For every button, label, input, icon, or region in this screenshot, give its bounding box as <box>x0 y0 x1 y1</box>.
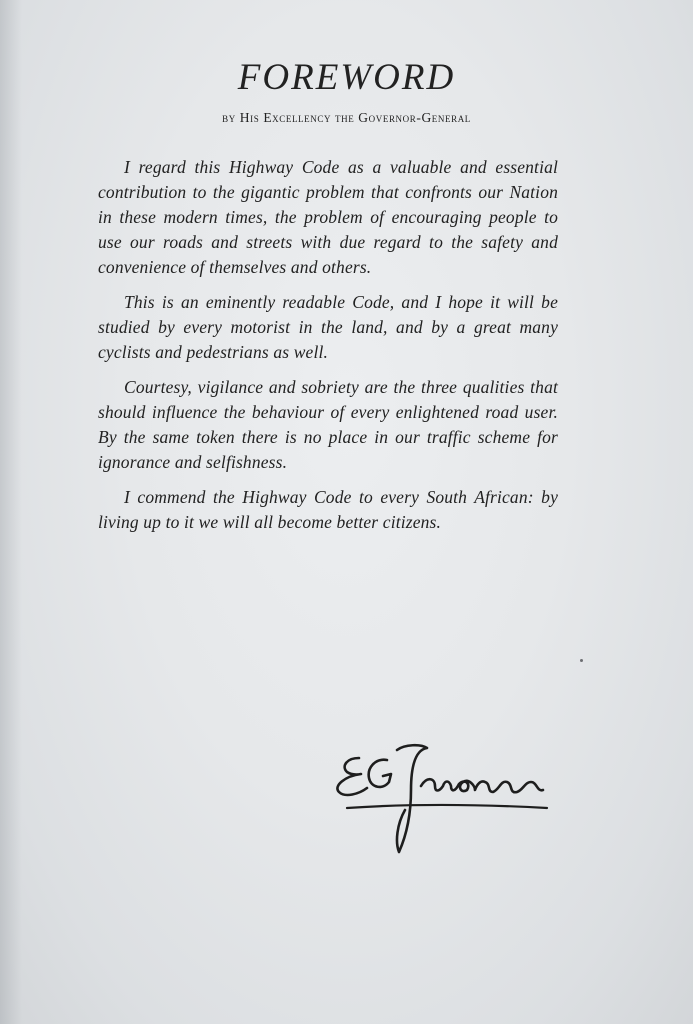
page-subtitle: by His Excellency the Governor-General <box>222 110 471 125</box>
foreword-body <box>98 155 558 545</box>
ink-speck <box>580 659 583 662</box>
paragraph: I commend the Highway Code to every South African: by living up to it we will all become better citizens. <box>98 487 558 532</box>
paragraph: This is an eminently readable Code, and I hope it will be studied by every motorist in the land, and by a great many cyclists and pedestrians as well. <box>98 292 558 362</box>
handwritten-signature <box>325 738 555 858</box>
page-title: FOREWORD <box>237 57 456 98</box>
paragraph: I regard this Highway Code as a valuable and essential contribution to the gigantic problem that confronts our Nation in these modern times, the problem of encouraging people to use our roads and streets with due regard to the safety and convenience of themselves and others. <box>98 157 558 277</box>
paragraph: Courtesy, vigilance and sobriety are the three qualities that should influence the behaviour of every enlightened road user. By the same token there is no place in our traffic scheme for ignorance and selfishness. <box>98 377 558 472</box>
